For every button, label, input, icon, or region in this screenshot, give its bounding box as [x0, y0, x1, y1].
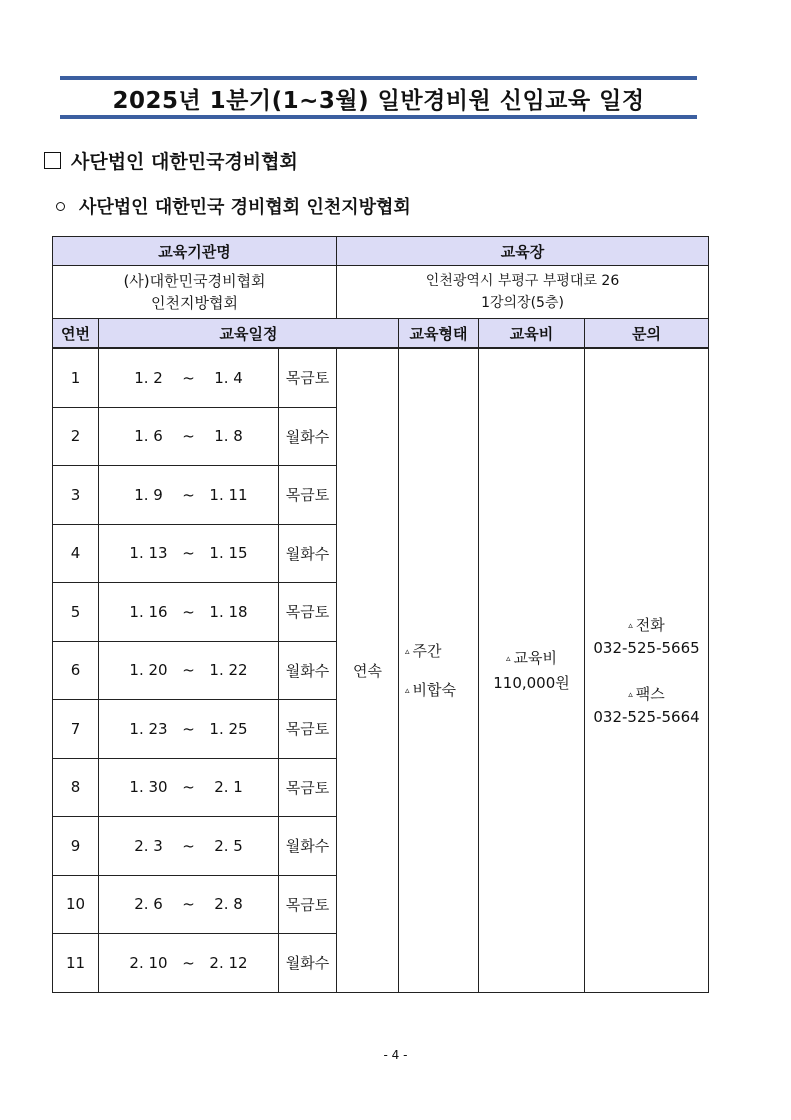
tel-label	[585, 614, 708, 635]
title-top-rule	[60, 76, 697, 80]
type-nonresidential-text: 비합숙	[412, 681, 457, 700]
row-end-date: 2. 12	[209, 953, 248, 972]
header-contact: 문의	[585, 319, 709, 349]
row-days: 월화수	[279, 524, 337, 583]
venue-cell	[337, 266, 709, 319]
type-cell	[399, 348, 479, 992]
row-end-date: 1. 22	[209, 661, 248, 680]
header-venue: 교육장	[337, 237, 709, 266]
section-heading-text: 사단법인 대한민국경비협회	[71, 151, 298, 173]
header-type: 교육형태	[399, 319, 479, 349]
row-end-date: 2. 1	[214, 778, 243, 797]
row-end-date: 1. 8	[214, 427, 243, 446]
row-tilde: ~	[182, 778, 195, 797]
row-days: 목금토	[279, 700, 337, 759]
row-no: 11	[53, 934, 99, 993]
row-no: 10	[53, 875, 99, 934]
triangle-bullet-icon: ▵	[628, 689, 633, 700]
row-tilde: ~	[182, 544, 195, 563]
row-tilde: ~	[182, 895, 195, 914]
row-end-date: 1. 25	[209, 719, 248, 738]
row-tilde: ~	[182, 427, 195, 446]
header-schedule: 교육일정	[99, 319, 399, 349]
title-banner	[60, 76, 697, 119]
row-no: 8	[53, 758, 99, 817]
row-end-date: 1. 18	[209, 602, 248, 621]
row-start-date: 1. 23	[129, 719, 168, 738]
page-number: - 4 -	[383, 1048, 408, 1062]
fee-value: 110,000원	[493, 674, 570, 693]
type-nonresidential	[405, 679, 478, 700]
row-days: 목금토	[279, 758, 337, 817]
row-days: 목금토	[279, 583, 337, 642]
triangle-bullet-icon: ▵	[405, 685, 410, 696]
row-end-date: 1. 15	[209, 544, 248, 563]
circle-bullet-icon	[56, 202, 65, 211]
triangle-bullet-icon: ▵	[628, 620, 633, 631]
header-no: 연번	[53, 319, 99, 349]
row-start-date: 2. 3	[134, 836, 163, 855]
row-no: 6	[53, 641, 99, 700]
row-end-date: 1. 11	[209, 485, 248, 504]
row-tilde: ~	[182, 836, 195, 855]
page-title: 2025년 1분기(1~3월) 일반경비원 신임교육 일정	[112, 88, 645, 114]
row-start-date: 2. 6	[134, 895, 163, 914]
subsection-heading	[56, 193, 411, 219]
contact-cell	[585, 348, 709, 992]
row-start-date: 2. 10	[129, 953, 168, 972]
title-bottom-rule	[60, 115, 697, 119]
row-dates	[99, 524, 279, 583]
row-dates	[99, 466, 279, 525]
row-days: 월화수	[279, 407, 337, 466]
schedule-table	[52, 236, 709, 993]
row-dates	[99, 758, 279, 817]
row-days: 목금토	[279, 348, 337, 407]
row-dates	[99, 407, 279, 466]
row-no: 9	[53, 817, 99, 876]
row-dates	[99, 641, 279, 700]
header-institution: 교육기관명	[53, 237, 337, 266]
row-days: 목금토	[279, 466, 337, 525]
fax-label	[585, 683, 708, 704]
row-dates	[99, 817, 279, 876]
type-daytime	[405, 640, 478, 661]
fax-label-text: 팩스	[635, 685, 665, 704]
row-dates	[99, 875, 279, 934]
type-daytime-text: 주간	[412, 642, 442, 661]
fee-cell	[479, 348, 585, 992]
triangle-bullet-icon: ▵	[505, 653, 511, 664]
row-dates	[99, 700, 279, 759]
row-days: 월화수	[279, 641, 337, 700]
row-start-date: 1. 13	[129, 544, 168, 563]
header-fee: 교육비	[479, 319, 585, 349]
row-no: 3	[53, 466, 99, 525]
venue-room: 1강의장(5층)	[481, 295, 564, 311]
row-tilde: ~	[182, 368, 195, 387]
row-end-date: 2. 8	[214, 895, 243, 914]
row-start-date: 1. 30	[129, 778, 168, 797]
checkbox-square-icon	[44, 152, 61, 169]
row-days: 목금토	[279, 875, 337, 934]
tel-label-text: 전화	[635, 616, 665, 635]
row-no: 7	[53, 700, 99, 759]
row-no: 1	[53, 348, 99, 407]
institution-name-line1: (사)대한민국경비협회	[123, 272, 266, 290]
row-days: 월화수	[279, 934, 337, 993]
row-dates	[99, 583, 279, 642]
institution-name-line2: 인천지방협회	[151, 294, 238, 312]
row-dates	[99, 934, 279, 993]
row-start-date: 1. 20	[129, 661, 168, 680]
row-start-date: 1. 9	[134, 485, 163, 504]
row-start-date: 1. 16	[129, 602, 168, 621]
fax-value: 032-525-5664	[593, 708, 700, 727]
row-start-date: 1. 2	[134, 368, 163, 387]
row-end-date: 2. 5	[214, 836, 243, 855]
row-tilde: ~	[182, 719, 195, 738]
institution-cell	[53, 266, 337, 319]
venue-address: 인천광역시 부평구 부평대로 26	[425, 273, 620, 289]
row-dates	[99, 348, 279, 407]
continuous-cell: 연속	[337, 348, 399, 992]
tel-value: 032-525-5665	[593, 639, 700, 658]
row-tilde: ~	[182, 661, 195, 680]
fee-label	[479, 647, 584, 668]
section-heading	[44, 147, 298, 174]
row-no: 2	[53, 407, 99, 466]
row-no: 4	[53, 524, 99, 583]
row-days: 월화수	[279, 817, 337, 876]
row-end-date: 1. 4	[214, 368, 243, 387]
fee-label-text: 교육비	[513, 649, 557, 668]
row-tilde: ~	[182, 485, 195, 504]
triangle-bullet-icon: ▵	[405, 646, 410, 657]
row-tilde: ~	[182, 953, 195, 972]
row-no: 5	[53, 583, 99, 642]
row-start-date: 1. 6	[134, 427, 163, 446]
subsection-heading-text: 사단법인 대한민국 경비협회 인천지방협회	[79, 197, 411, 218]
row-tilde: ~	[182, 602, 195, 621]
